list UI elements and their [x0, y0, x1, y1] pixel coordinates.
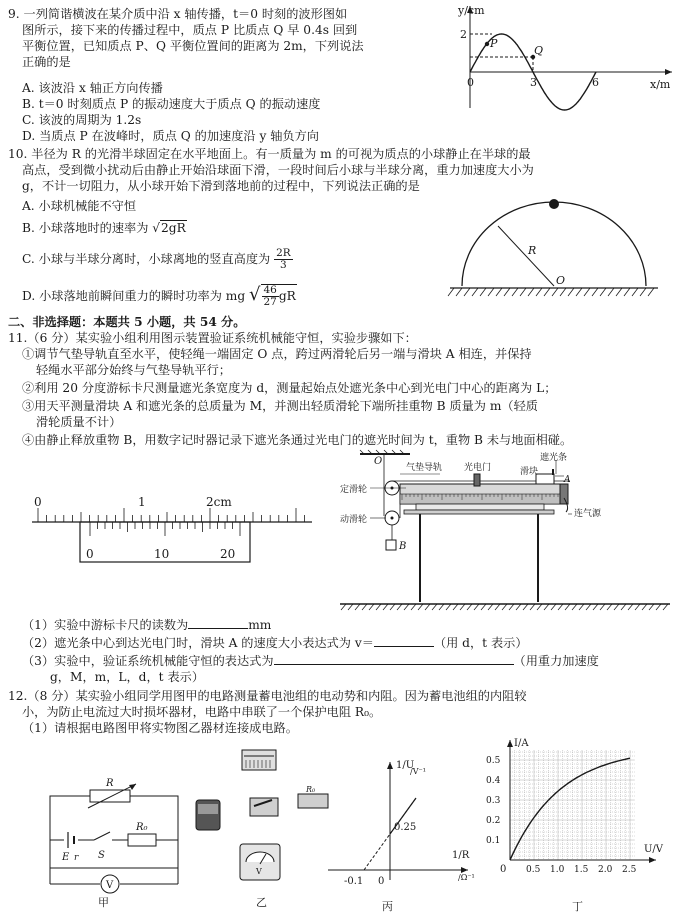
q11-step-3b: 滑轮质量不计）	[36, 415, 122, 429]
q9-xtick-0: 0	[467, 76, 474, 89]
q11-step-3: ③用天平测量滑块 A 和遮光条的总质量为 M，并测出轻质滑轮下端所挂重物 B 质量为 m（轻质	[22, 399, 538, 413]
q11-sub-1: （1）实验中游标卡尺的读数为 mm	[22, 618, 272, 632]
q12-line-2: 小，为防止电流过大时损坏器材，电路中串联了一个保护电阻 R₀。	[22, 705, 382, 719]
label-slider: 滑块	[520, 467, 539, 477]
q11-step-4: ④由静止释放重物 B，用数字记时器记录下遮光条通过光电门的遮光时间为 t，重物 B 未与地面相碰。	[22, 433, 573, 447]
q10-hemisphere-figure	[450, 196, 660, 302]
bing-origin: 0	[378, 876, 385, 887]
q9-point-q: Q	[534, 44, 544, 57]
q10-option-d: D. 小球落地前瞬间重力的瞬时功率为 mg √ $\frac{46}{27}$ gR	[22, 284, 296, 308]
q10-option-b-radicand: 2gR	[161, 221, 186, 235]
ding-xtick-label: 1.0	[550, 865, 565, 875]
caliper-vernier-0: 0	[86, 547, 94, 561]
q11-sub-2: （2）遮光条中心到达光电门时，滑块 A 的速度大小表达式为 v＝ （用 d，t 表示）	[22, 636, 528, 650]
q9-option-c: C. 该波的周期为 1.2s	[22, 113, 142, 127]
q12-line-1: 12.（8 分）某实验小组同学用图甲的电路测量蓄电池组的电动势和内阻。因为蓄电池组的内阻较	[8, 689, 527, 703]
caption-jia: 甲	[98, 896, 109, 909]
q11-sub-3b: g，M，m，L，d，t 表示）	[50, 670, 205, 684]
q9-xtick-6: 6	[592, 76, 599, 89]
ding-xtick-label: 0.5	[526, 865, 541, 875]
ding-ytick-label: 0.1	[486, 836, 501, 846]
bing-xlabel: 1/R	[452, 850, 470, 861]
circuit-s: S	[98, 850, 105, 861]
q11-sub-3: （3）实验中，验证系统机械能守恒的表达式为 （用重力加速度	[22, 654, 599, 668]
q11-line-1: 11.（6 分）某实验小组利用图示装置验证系统机械能守恒，实验步骤如下：	[8, 331, 417, 345]
ding-ytick-label: 0.4	[486, 776, 501, 786]
q9-option-d: D. 当质点 P 在波峰时，质点 Q 的加速度沿 y 轴负方向	[22, 129, 319, 143]
ball-icon	[549, 199, 559, 209]
q10-fig-o: O	[556, 274, 566, 287]
circuit-e: E	[62, 852, 70, 863]
caliper-main-2: 2cm	[206, 495, 232, 509]
label-air-source: 连气源	[574, 509, 602, 519]
q10-line-3: g，不计一切阻力，从小球开始下滑到落地前的过程中，下列说法正确的是	[22, 179, 420, 193]
label-b: B	[399, 541, 407, 552]
yi-v: V	[256, 867, 262, 876]
circuit-r0: R₀	[136, 822, 148, 833]
bing-x-intercept: -0.1	[344, 876, 364, 887]
caliper-vernier-20: 20	[220, 547, 236, 561]
answer-blank-2[interactable]	[374, 634, 434, 647]
graph-bing	[318, 752, 488, 914]
q9-line-2: 图所示，接下来的传播过程中，质点 P 比质点 Q 早 0.4s 回到	[22, 23, 358, 37]
label-shade: 遮光条	[540, 453, 568, 463]
q11-step-1: ①调节气垫导轨直至水平，使轻绳一端固定 O 点，跨过两滑轮后另一端与滑块 A 相连，并保持	[22, 347, 532, 361]
graph-ding	[480, 732, 670, 914]
answer-blank-1[interactable]	[188, 616, 248, 629]
ding-origin: 0	[500, 864, 507, 875]
ding-ytick-label: 0.3	[486, 796, 501, 806]
q11-step-2: ②利用 20 分度游标卡尺测量遮光条宽度为 d，测量起始点处遮光条中心到光电门中心的距离为 L；	[22, 381, 557, 395]
q10-option-a: A. 小球机械能不守恒	[22, 199, 137, 213]
ding-xtick-label: 2.5	[622, 865, 637, 875]
circuit-v: V	[106, 880, 114, 891]
caption-bing: 丙	[382, 900, 393, 913]
q9-xtick-3: 3	[530, 76, 537, 89]
caliper-vernier-10: 10	[154, 547, 170, 561]
circuit-diagram-jia	[40, 778, 190, 912]
label-movable-pulley: 动滑轮	[340, 515, 368, 525]
bing-intercept: 0.25	[394, 822, 417, 833]
caption-yi: 乙	[256, 896, 267, 909]
vernier-caliper	[30, 490, 320, 570]
q9-point-p: P	[490, 37, 498, 50]
q9-line-3: 平衡位置，已知质点 P、Q 平衡位置间的距离为 2m，下列说法	[22, 39, 364, 53]
slider-a	[536, 474, 554, 484]
weight-b	[386, 540, 396, 550]
q10-option-c: C. 小球与半球分离时，小球离地的竖直高度为 $\frac{2R}{3}$	[22, 247, 291, 271]
photogate-icon	[474, 474, 480, 486]
label-photogate: 光电门	[464, 463, 492, 473]
ding-xlabel: U/V	[644, 844, 664, 855]
answer-blank-3[interactable]	[274, 652, 514, 665]
q10-line-2: 高点，受到微小扰动后由静止开始沿球面下滑，一段时间后小球与半球分离，重力加速度大小为	[22, 163, 534, 177]
components-yi	[186, 744, 336, 914]
caption-ding: 丁	[572, 900, 583, 913]
section-2-heading: 二、非选择题：本题共 5 小题，共 54 分。	[8, 315, 246, 329]
label-fixed-pulley: 定滑轮	[340, 485, 368, 495]
caliper-main-0: 0	[34, 495, 42, 509]
q9-option-b: B. t＝0 时刻质点 P 的振动速度大于质点 Q 的振动速度	[22, 97, 321, 111]
q10-option-d-fraction: $\frac{46}{27}$	[263, 284, 277, 308]
ding-xtick-label: 2.0	[598, 865, 613, 875]
bing-yunit: /V⁻¹	[410, 767, 426, 776]
label-air-track: 气垫导轨	[406, 463, 443, 473]
ding-ytick-label: 0.5	[486, 756, 501, 766]
bing-ylabel: 1/U	[396, 760, 415, 771]
bing-xunit: /Ω⁻¹	[458, 873, 475, 882]
q10-fig-r: R	[528, 244, 537, 257]
ding-xtick-label: 1.5	[574, 865, 589, 875]
q9-line-1: 9. 一列简谐横波在某介质中沿 x 轴传播，t＝0 时刻的波形图如	[8, 7, 348, 21]
ding-ytick-label: 0.2	[486, 816, 501, 826]
q9-xlabel: x/m	[650, 78, 671, 91]
q11-step-1b: 轻绳水平部分始终与气垫导轨平行；	[36, 363, 231, 377]
q9-ylabel: y/cm	[458, 4, 485, 17]
q10-option-c-fraction: $\frac{2R}{3}$	[276, 247, 291, 271]
q9-wave-graph	[440, 0, 690, 118]
ding-ylabel: I/A	[514, 738, 529, 749]
yi-r0: R₀	[306, 785, 316, 794]
switch-icon	[250, 798, 278, 816]
q9-ytick: 2	[460, 28, 467, 41]
q9-line-4: 正确的是	[22, 55, 71, 69]
q10-option-b: B. 小球落地时的速率为 √2gR	[22, 221, 186, 235]
q10-line-1: 10. 半径为 R 的光滑半球固定在水平地面上。有一质量为 m 的可视为质点的小球静止在半球的最	[8, 147, 531, 161]
air-track-apparatus	[340, 448, 680, 613]
caliper-main-1: 1	[138, 495, 146, 509]
q12-line-3: （1）请根据电路图甲将实物图乙器材连接成电路。	[22, 721, 298, 735]
q9-option-a: A. 该波沿 x 轴正方向传播	[22, 81, 163, 95]
label-o: O	[374, 456, 383, 467]
label-a: A	[564, 475, 571, 485]
rheostat-icon	[242, 750, 276, 770]
circuit-r: R	[106, 778, 114, 789]
circuit-r-small: r	[74, 853, 79, 863]
